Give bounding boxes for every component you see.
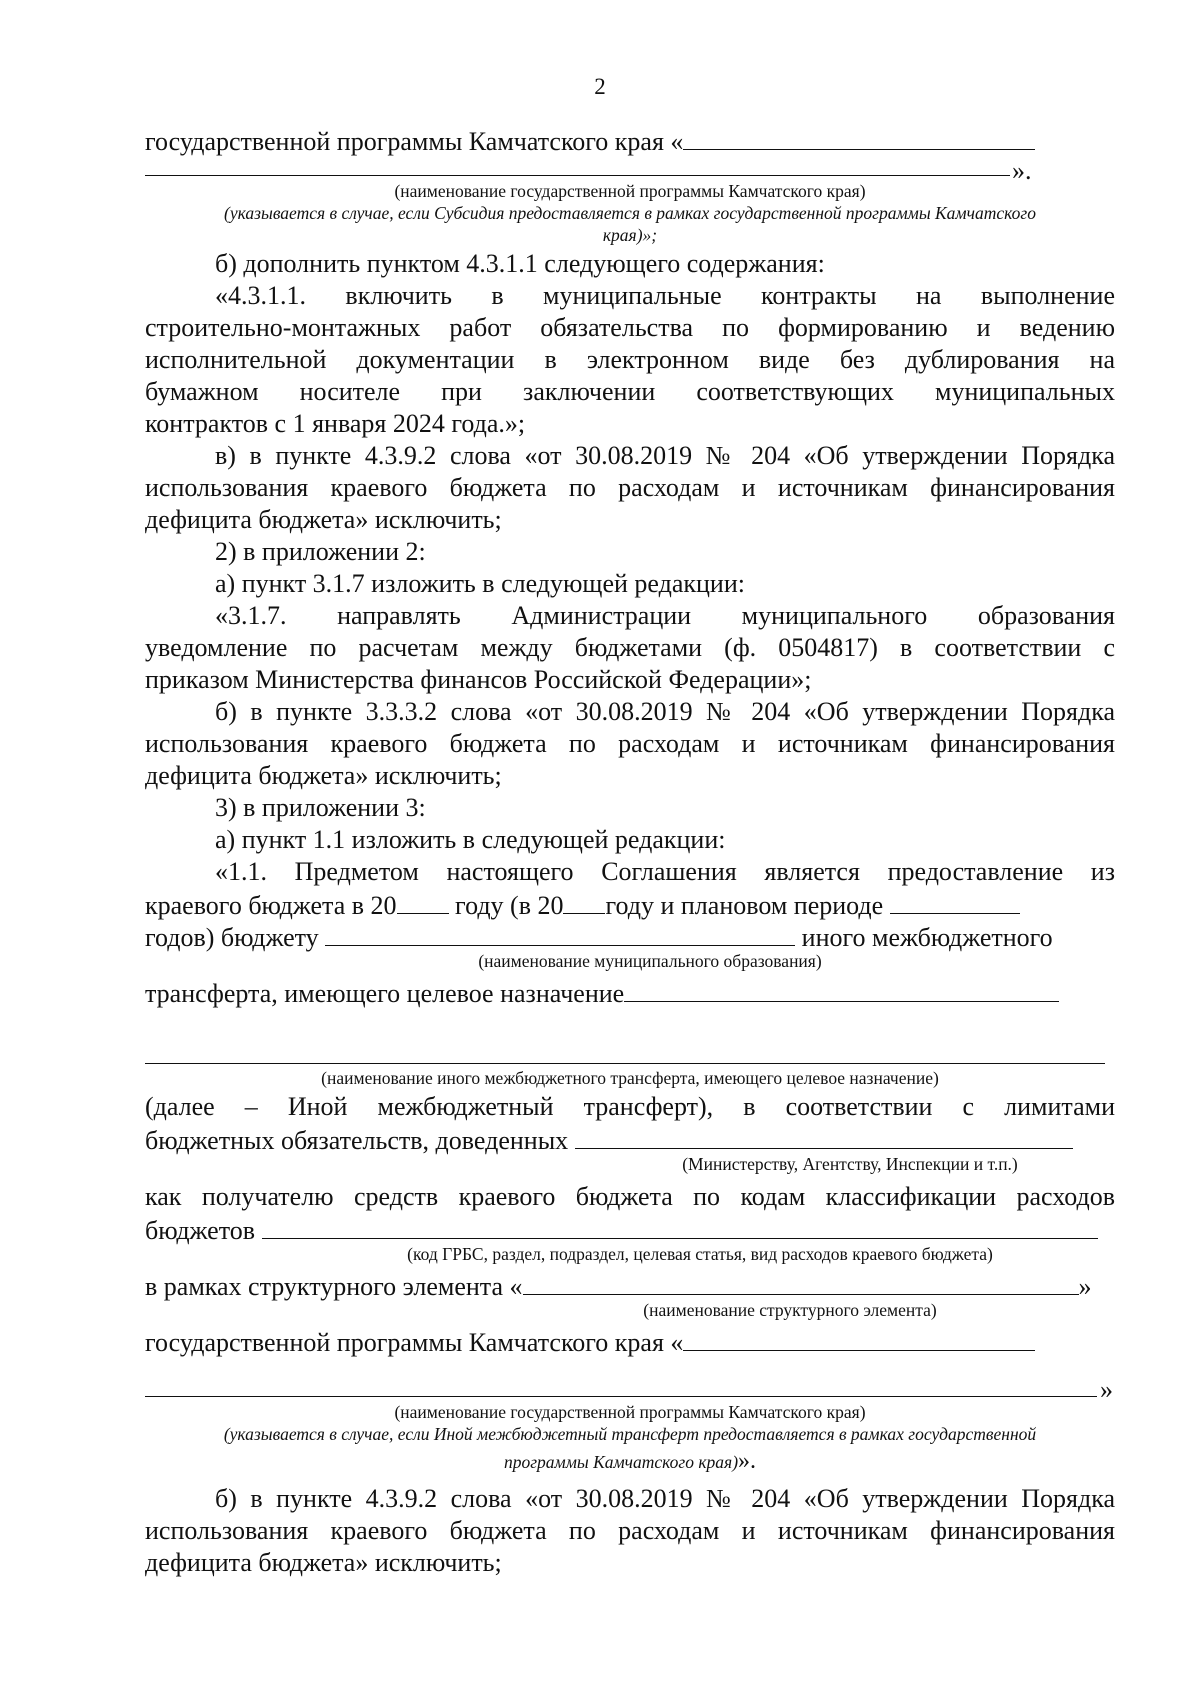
footnote-italic [145, 1450, 1115, 1473]
text-line-part: бюджетов [145, 1216, 262, 1245]
field-caption: (наименование государственной программы Камчатского края) [394, 181, 866, 201]
paragraph-line: использования краевого бюджета по расходам и источникам финансирования [145, 729, 1115, 758]
paragraph-line: как получателю средств краевого бюджета по кодам классификации расходов [145, 1182, 1115, 1211]
text-line-part: годов) бюджету [145, 923, 326, 952]
paragraph-line: приказом Министерства финансов Российской Федерации»; [145, 665, 812, 694]
text-line-part: бюджетных обязательств, доведенных [145, 1126, 575, 1155]
closing-quote: ». [738, 1448, 757, 1474]
text-line [145, 124, 1115, 158]
paragraph-line: б) в пункте 3.3.3.2 слова «от 30.08.2019 № 204 «Об утверждении Порядка [215, 697, 1115, 726]
text-line-part: краевого бюджета в 20 [145, 891, 397, 920]
paragraph-line: б) в пункте 4.3.9.2 слова «от 30.08.2019 № 204 «Об утверждении Порядка [215, 1484, 1115, 1513]
year-blank [397, 888, 449, 914]
paragraph-line: 2) в приложении 2: [215, 537, 426, 566]
text-line-part: трансферта, имеющего целевое назначение [145, 979, 625, 1008]
paragraph-line: дефицита бюджета» исключить; [145, 1548, 502, 1577]
paragraph-line: строительно-монтажных работ обязательства по формированию и ведению [145, 313, 1115, 342]
code-blank [262, 1213, 1098, 1239]
transfer-blank [624, 976, 1059, 1002]
paragraph-line: б) дополнить пунктом 4.3.1.1 следующего содержания: [215, 249, 825, 278]
blank-field [683, 124, 1035, 150]
paragraph-line: контрактов с 1 января 2024 года.»; [145, 409, 526, 438]
paragraph-line: 3) в приложении 3: [215, 793, 426, 822]
text-line-part: государственной программы Камчатского края « [145, 1328, 684, 1357]
text-line [145, 1325, 1115, 1359]
paragraph-line: исполнительной документации в электронном виде без дублирования на [145, 345, 1115, 374]
blank-line [145, 1396, 1097, 1397]
footnote-italic: края)»; [602, 225, 658, 245]
text-line-part: государственной программы Камчатского края « [145, 127, 684, 156]
structural-element-blank [523, 1269, 1079, 1295]
text-line [145, 1123, 1115, 1157]
text-line [145, 1269, 1115, 1303]
field-caption: (наименование структурного элемента) [643, 1300, 937, 1320]
text-line [145, 888, 1115, 922]
text-line-part: году и плановом периоде [605, 891, 890, 920]
municipality-blank [325, 920, 795, 946]
text-line [145, 976, 1115, 1010]
paragraph-line: (далее – Иной межбюджетный трансферт), в соответствии с лимитами [145, 1092, 1115, 1121]
paragraph-line: «1.1. Предметом настоящего Соглашения является предоставление из [215, 857, 1115, 886]
footnote-part: программы Камчатского края) [503, 1452, 739, 1472]
text-line [145, 1213, 1115, 1247]
footnote-italic: (указывается в случае, если Субсидия предоставляется в рамках государственной программы Камчатского [224, 203, 1036, 223]
text-line-part: в рамках структурного элемента « [145, 1272, 523, 1301]
recipient-blank [575, 1123, 1073, 1149]
period-blank [890, 888, 1020, 914]
paragraph-line: использования краевого бюджета по расходам и источникам финансирования [145, 473, 1115, 502]
paragraph-line: «4.3.1.1. включить в муниципальные контракты на выполнение [215, 281, 1115, 310]
year-blank [563, 888, 605, 914]
text-line-part: » [1078, 1272, 1092, 1301]
paragraph-line: дефицита бюджета» исключить; [145, 761, 502, 790]
program-blank [683, 1325, 1035, 1351]
field-caption: (наименование иного межбюджетного трансферта, имеющего целевое назначение) [321, 1068, 939, 1088]
field-caption: (наименование государственной программы Камчатского края) [394, 1402, 866, 1422]
closing-quote: » [1100, 1375, 1113, 1404]
paragraph-line: уведомление по расчетам между бюджетами (ф. 0504817) в соответствии с [145, 633, 1115, 662]
text-line-part: году (в 20 [448, 891, 564, 920]
blank-line [145, 1063, 1105, 1064]
paragraph-line: а) пункт 1.1 изложить в следующей редакции: [215, 825, 726, 854]
field-caption: (Министерству, Агентству, Инспекции и т.п.) [682, 1154, 1018, 1174]
paragraph-line: в) в пункте 4.3.9.2 слова «от 30.08.2019 № 204 «Об утверждении Порядка [215, 441, 1115, 470]
page-number: 2 [594, 74, 606, 99]
text-line [145, 920, 1115, 954]
field-caption: (наименование муниципального образования) [478, 951, 822, 971]
text-line-part: иного межбюджетного [795, 923, 1053, 952]
closing-quote: ». [1012, 156, 1032, 185]
footnote-italic: (указывается в случае, если Иной межбюджетный трансферт предоставляется в рамках государственной [223, 1424, 1037, 1444]
paragraph-line: использования краевого бюджета по расходам и источникам финансирования [145, 1516, 1115, 1545]
paragraph-line: «3.1.7. направлять Администрации муниципального образования [215, 601, 1115, 630]
blank-line [145, 175, 1010, 176]
paragraph-line: бумажном носителе при заключении соответствующих муниципальных [145, 377, 1115, 406]
field-caption: (код ГРБС, раздел, подраздел, целевая статья, вид расходов краевого бюджета) [407, 1244, 993, 1264]
paragraph-line: дефицита бюджета» исключить; [145, 505, 502, 534]
paragraph-line: а) пункт 3.1.7 изложить в следующей редакции: [215, 569, 745, 598]
